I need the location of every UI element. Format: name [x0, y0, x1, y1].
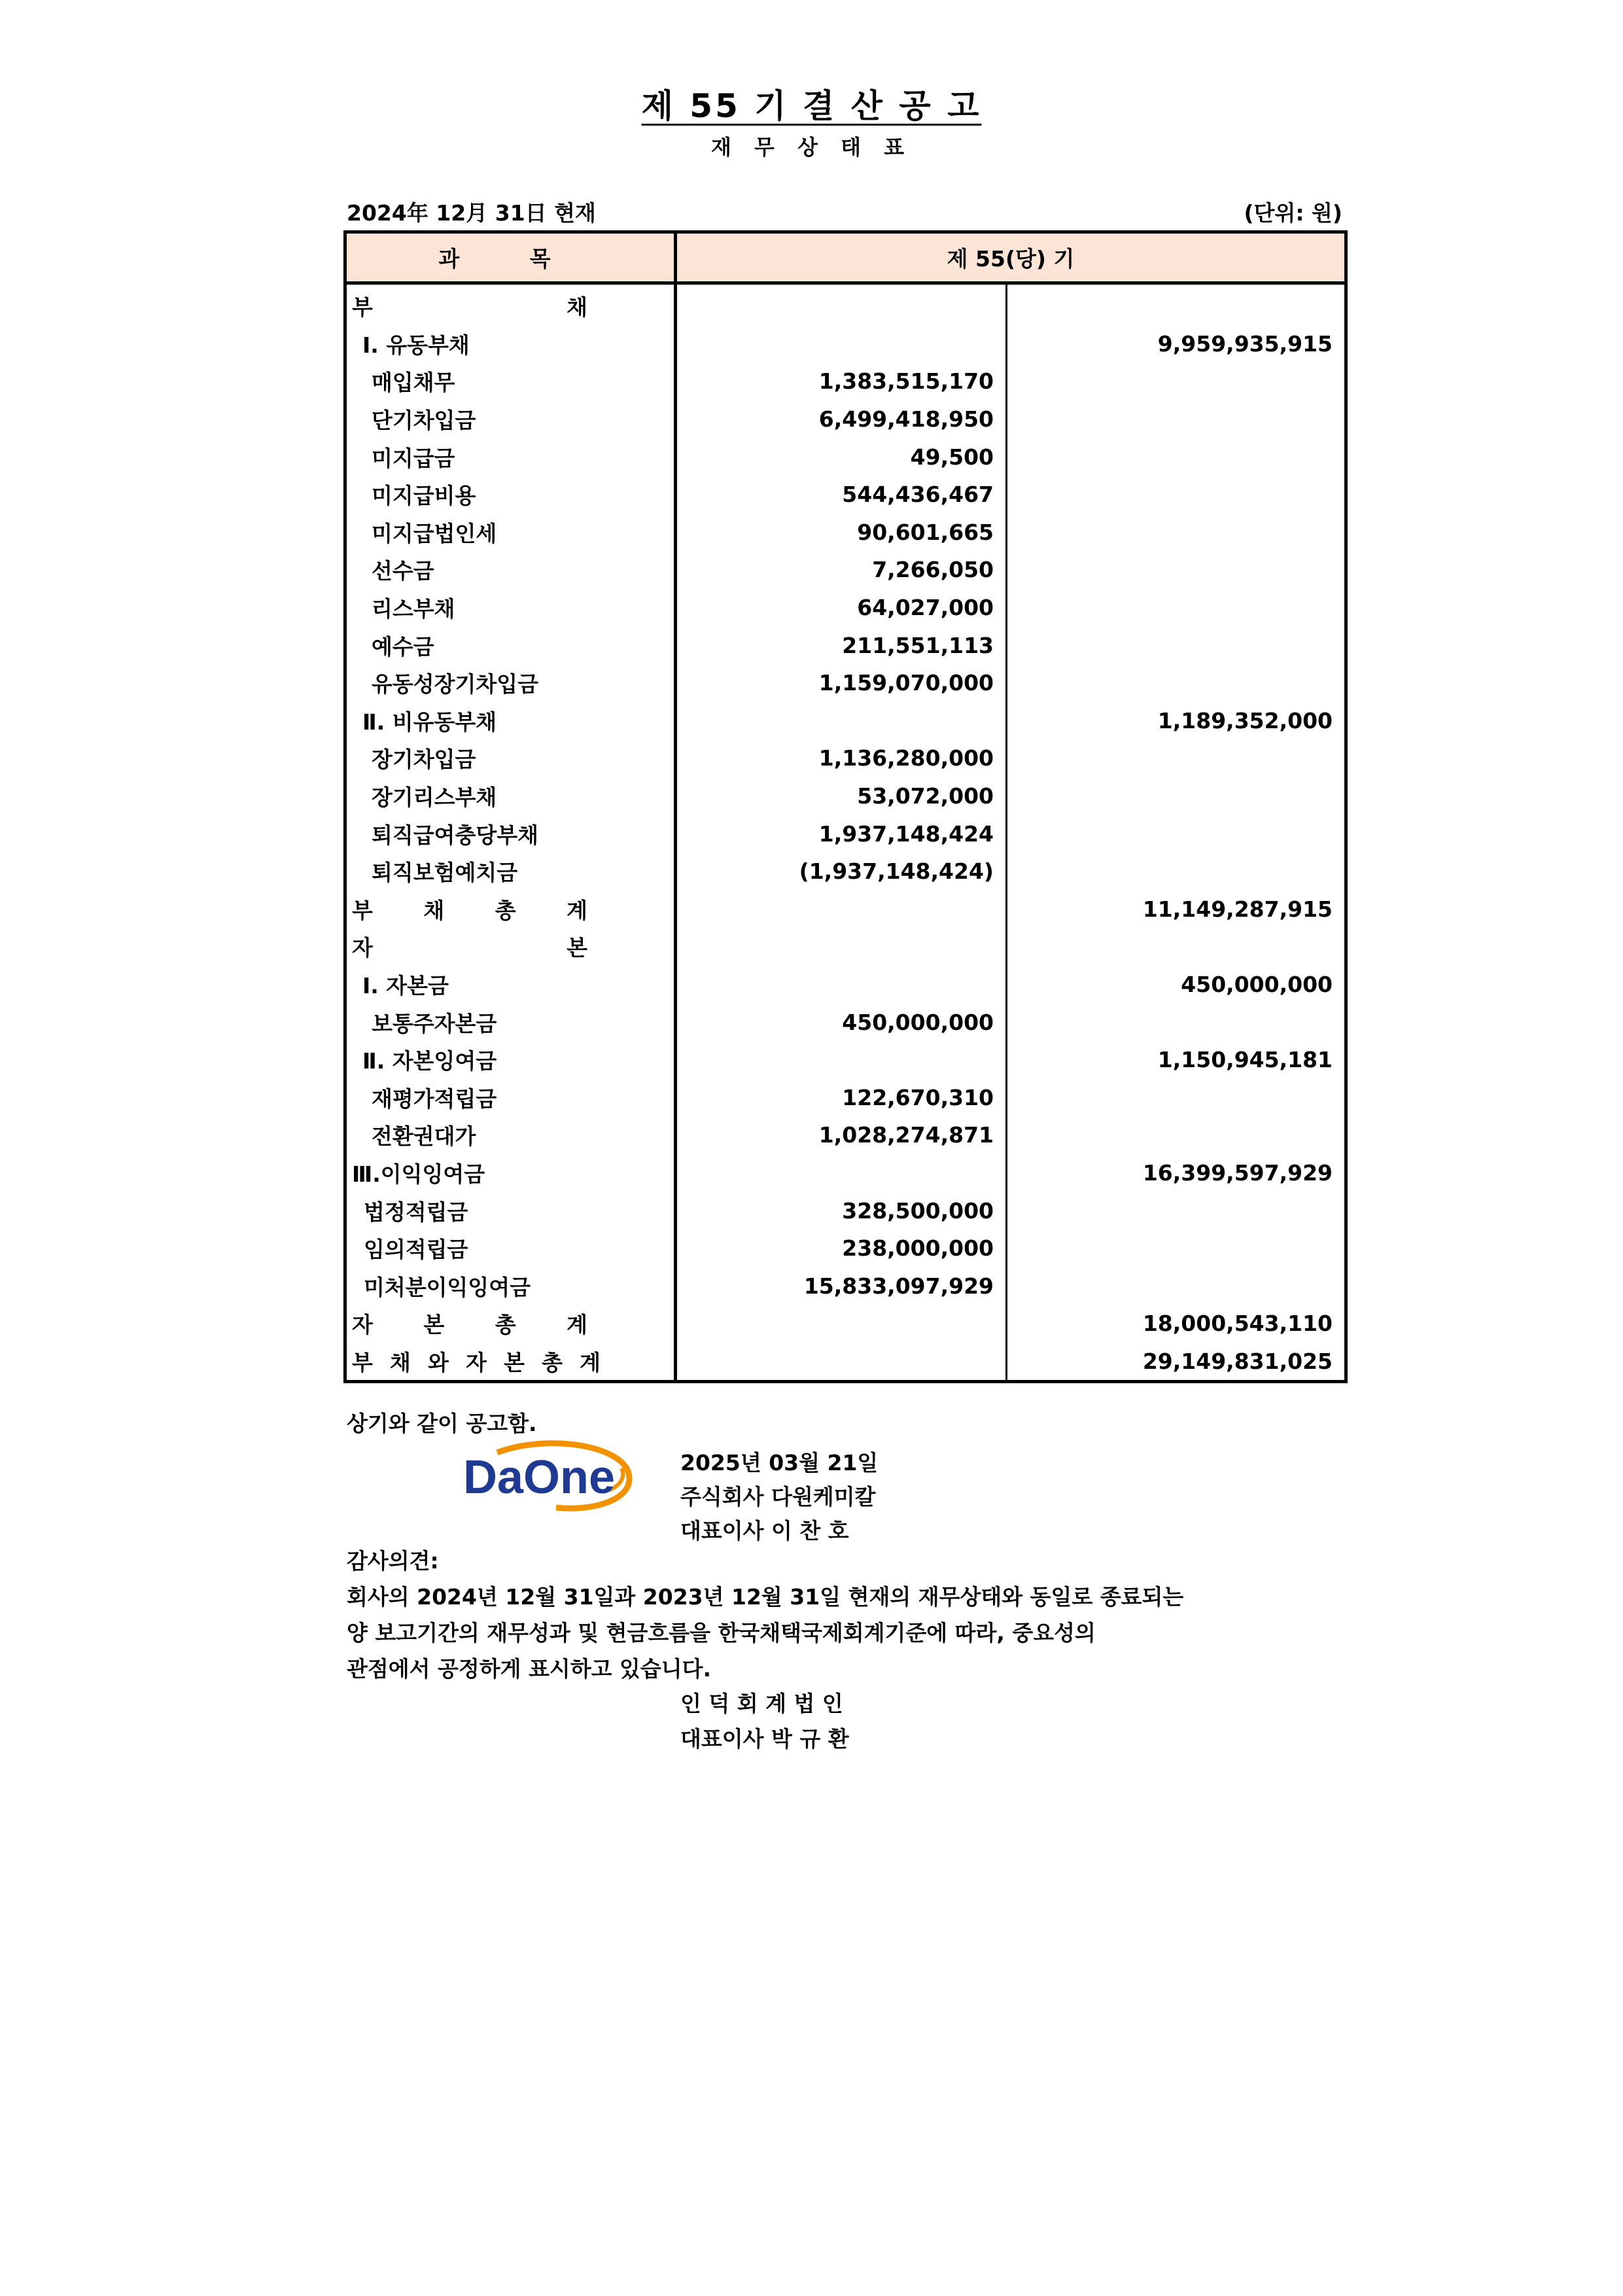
account-label-char: 총	[495, 897, 516, 923]
account-cell	[345, 702, 676, 740]
table-row	[345, 438, 1346, 476]
account-label: 퇴직보험예치금	[372, 860, 518, 886]
account-label	[352, 894, 587, 925]
table-row	[345, 664, 1346, 702]
account-cell	[345, 1229, 676, 1267]
total-amount-cell	[1007, 589, 1346, 627]
report-date: 2024年 12月 31日 현재	[347, 200, 596, 226]
total-amount-cell	[1007, 283, 1346, 325]
account-cell	[345, 966, 676, 1004]
sub-amount-cell: 238,000,000	[676, 1229, 1007, 1267]
total-amount-cell	[1007, 1116, 1346, 1154]
total-amount-cell: 1,150,945,181	[1007, 1041, 1346, 1079]
total-amount-cell	[1007, 1229, 1346, 1267]
account-label: 임의적립금	[364, 1237, 468, 1263]
sub-amount-cell	[676, 966, 1007, 1004]
table-row	[345, 966, 1346, 1004]
sub-amount-cell: 15,833,097,929	[676, 1267, 1007, 1305]
account-label	[352, 1346, 601, 1377]
sub-amount-cell: 328,500,000	[676, 1192, 1007, 1229]
account-label: 예수금	[372, 633, 434, 660]
total-amount-cell	[1007, 1267, 1346, 1305]
account-label: 미지급법인세	[372, 520, 497, 546]
account-cell	[345, 1116, 676, 1154]
account-cell	[345, 1305, 676, 1343]
account-label: 보통주자본금	[372, 1010, 497, 1036]
table-row	[345, 283, 1346, 325]
total-amount-cell	[1007, 815, 1346, 853]
total-amount-cell	[1007, 551, 1346, 589]
currency-unit: (단위: 원)	[1244, 200, 1342, 226]
account-label: 전환권대가	[372, 1123, 476, 1150]
sub-amount-cell	[676, 1154, 1007, 1192]
opinion-line: 양 보고기간의 재무성과 및 현금흐름을 한국채택국제회계기준에 따라, 중요성의	[347, 1620, 1096, 1646]
account-cell	[345, 551, 676, 589]
sub-amount-cell: 53,072,000	[676, 777, 1007, 815]
table-row	[345, 1343, 1346, 1382]
account-label: Ⅰ. 유동부채	[362, 332, 470, 358]
account-label: 장기리스부채	[372, 785, 497, 811]
account-cell	[345, 1078, 676, 1116]
table-row	[345, 1078, 1346, 1116]
total-amount-cell	[1007, 400, 1346, 438]
daone-logo	[458, 1439, 635, 1511]
account-label-char: 채	[423, 897, 445, 923]
total-amount-cell: 16,399,597,929	[1007, 1154, 1346, 1192]
account-label: 미처분이익잉여금	[364, 1274, 531, 1300]
account-label: 선수금	[372, 558, 434, 584]
account-label: 법정적립금	[364, 1199, 468, 1225]
sub-amount-cell: 122,670,310	[676, 1078, 1007, 1116]
table-row	[345, 362, 1346, 400]
account-label-char: 총	[495, 1312, 516, 1338]
account-cell	[345, 664, 676, 702]
column-header-period: 제 55(당) 기	[676, 232, 1346, 283]
account-label-char: 자	[352, 1312, 373, 1338]
account-label-char: 자	[352, 935, 373, 961]
table-row	[345, 928, 1346, 966]
auditor-name: 인 덕 회 계 법 인	[680, 1691, 843, 1716]
account-label-char: 채	[390, 1349, 411, 1375]
account-label: Ⅲ.이익잉여금	[352, 1161, 485, 1187]
table-row	[345, 325, 1346, 363]
total-amount-cell	[1007, 664, 1346, 702]
account-label: 퇴직급여충당부채	[372, 822, 539, 848]
total-amount-cell: 9,959,935,915	[1007, 325, 1346, 363]
account-cell	[345, 476, 676, 514]
sub-amount-cell: 49,500	[676, 438, 1007, 476]
account-label	[352, 1308, 587, 1339]
account-label	[352, 291, 587, 321]
table-row	[345, 626, 1346, 664]
account-label-char: 와	[428, 1349, 449, 1375]
account-label-char: 본	[423, 1312, 445, 1338]
table-row	[345, 853, 1346, 891]
account-label: Ⅰ. 자본금	[362, 972, 449, 998]
account-cell	[345, 739, 676, 777]
account-label: 단기차입금	[372, 408, 476, 434]
account-label-char: 계	[567, 897, 587, 923]
table-row	[345, 1267, 1346, 1305]
logo-text: DaOne	[463, 1451, 616, 1504]
balance-sheet-table	[343, 230, 1344, 1375]
sub-amount-cell	[676, 1305, 1007, 1343]
document-subtitle: 재 무 상 태 표	[710, 135, 913, 160]
account-cell	[345, 1041, 676, 1079]
sub-amount-cell: 7,266,050	[676, 551, 1007, 589]
total-amount-cell	[1007, 853, 1346, 891]
account-label: Ⅱ. 자본잉여금	[362, 1048, 497, 1074]
table-row	[345, 551, 1346, 589]
table-row	[345, 1192, 1346, 1229]
total-amount-cell	[1007, 476, 1346, 514]
table-row	[345, 1041, 1346, 1079]
account-cell	[345, 514, 676, 552]
account-cell	[345, 1267, 676, 1305]
sub-amount-cell	[676, 891, 1007, 928]
company-name: 주식회사 다원케미칼	[680, 1484, 876, 1510]
account-cell	[345, 928, 676, 966]
account-cell	[345, 1192, 676, 1229]
opinion-title: 감사의견:	[347, 1548, 439, 1574]
account-cell	[345, 853, 676, 891]
sub-amount-cell	[676, 325, 1007, 363]
document-title: 제 55 기 결 산 공 고	[641, 87, 982, 125]
sub-amount-cell: 6,499,418,950	[676, 400, 1007, 438]
account-label-char: 계	[580, 1349, 601, 1375]
total-amount-cell: 18,000,543,110	[1007, 1305, 1346, 1343]
account-cell	[345, 1003, 676, 1041]
account-label-char: 부	[352, 294, 373, 321]
total-amount-cell	[1007, 438, 1346, 476]
account-cell	[345, 589, 676, 627]
account-label: 미지급금	[372, 445, 455, 471]
sub-amount-cell: 1,383,515,170	[676, 362, 1007, 400]
auditor-ceo: 대표이사 박 규 환	[680, 1726, 849, 1752]
account-label: 유동성장기차입금	[372, 671, 539, 698]
sub-amount-cell	[676, 1041, 1007, 1079]
date-row	[347, 196, 1346, 228]
table-row	[345, 1116, 1346, 1154]
table-row	[345, 514, 1346, 552]
total-amount-cell	[1007, 626, 1346, 664]
account-cell	[345, 283, 676, 325]
account-label-char: 본	[504, 1349, 525, 1375]
table-row	[345, 739, 1346, 777]
sub-amount-cell: 1,136,280,000	[676, 739, 1007, 777]
total-amount-cell	[1007, 1003, 1346, 1041]
total-amount-cell	[1007, 514, 1346, 552]
total-amount-cell	[1007, 1192, 1346, 1229]
total-amount-cell	[1007, 362, 1346, 400]
total-amount-cell: 450,000,000	[1007, 966, 1346, 1004]
account-cell	[345, 400, 676, 438]
account-cell	[345, 1154, 676, 1192]
account-label-char: 총	[542, 1349, 563, 1375]
company-ceo: 대표이사 이 찬 호	[680, 1518, 849, 1544]
column-header-account: 과 목	[345, 232, 676, 283]
account-label: 재평가적립금	[372, 1086, 497, 1112]
sub-amount-cell: (1,937,148,424)	[676, 853, 1007, 891]
table-row	[345, 1305, 1346, 1343]
account-label: 미지급비용	[372, 483, 476, 509]
account-label-char: 부	[352, 897, 373, 923]
account-cell	[345, 891, 676, 928]
sub-amount-cell	[676, 928, 1007, 966]
account-cell	[345, 626, 676, 664]
total-amount-cell: 11,149,287,915	[1007, 891, 1346, 928]
account-label	[352, 931, 587, 962]
sub-amount-cell	[676, 702, 1007, 740]
sub-amount-cell: 544,436,467	[676, 476, 1007, 514]
sub-amount-cell: 1,937,148,424	[676, 815, 1007, 853]
sub-amount-cell: 1,028,274,871	[676, 1116, 1007, 1154]
sub-amount-cell: 90,601,665	[676, 514, 1007, 552]
opinion-line: 회사의 2024년 12월 31일과 2023년 12월 31일 현재의 재무상태와 동일로 종료되는	[347, 1584, 1184, 1610]
account-cell	[345, 325, 676, 363]
sub-amount-cell	[676, 1343, 1007, 1382]
account-label: 장기차입금	[372, 747, 476, 773]
table-row	[345, 702, 1346, 740]
account-cell	[345, 1343, 676, 1382]
total-amount-cell: 1,189,352,000	[1007, 702, 1346, 740]
audit-opinion	[347, 1543, 1183, 1687]
opinion-line: 관점에서 공정하게 표시하고 있습니다.	[347, 1656, 712, 1682]
account-cell	[345, 438, 676, 476]
table-row	[345, 1154, 1346, 1192]
table-row	[345, 400, 1346, 438]
account-label: 매입채무	[372, 370, 455, 396]
table-row	[345, 1229, 1346, 1267]
total-amount-cell	[1007, 739, 1346, 777]
sub-amount-cell: 211,551,113	[676, 626, 1007, 664]
announce-date: 2025년 03월 21일	[680, 1450, 879, 1475]
account-cell	[345, 815, 676, 853]
table-row	[345, 589, 1346, 627]
account-cell	[345, 362, 676, 400]
account-label-char: 자	[466, 1349, 487, 1375]
table-row	[345, 777, 1346, 815]
account-label: 리스부채	[372, 596, 455, 622]
table-row	[345, 1003, 1346, 1041]
account-label: Ⅱ. 비유동부채	[362, 709, 497, 735]
sub-amount-cell	[676, 283, 1007, 325]
account-cell	[345, 777, 676, 815]
sub-amount-cell: 1,159,070,000	[676, 664, 1007, 702]
total-amount-cell: 29,149,831,025	[1007, 1343, 1346, 1382]
account-label-char: 부	[352, 1349, 373, 1375]
table-row	[345, 815, 1346, 853]
notice-text: 상기와 같이 공고함.	[347, 1411, 537, 1436]
total-amount-cell	[1007, 928, 1346, 966]
total-amount-cell	[1007, 777, 1346, 815]
account-label-char: 채	[567, 294, 587, 321]
table-row	[345, 476, 1346, 514]
table-row	[345, 891, 1346, 928]
sub-amount-cell: 450,000,000	[676, 1003, 1007, 1041]
account-label-char: 계	[567, 1312, 587, 1338]
account-label-char: 본	[567, 935, 587, 961]
total-amount-cell	[1007, 1078, 1346, 1116]
sub-amount-cell: 64,027,000	[676, 589, 1007, 627]
